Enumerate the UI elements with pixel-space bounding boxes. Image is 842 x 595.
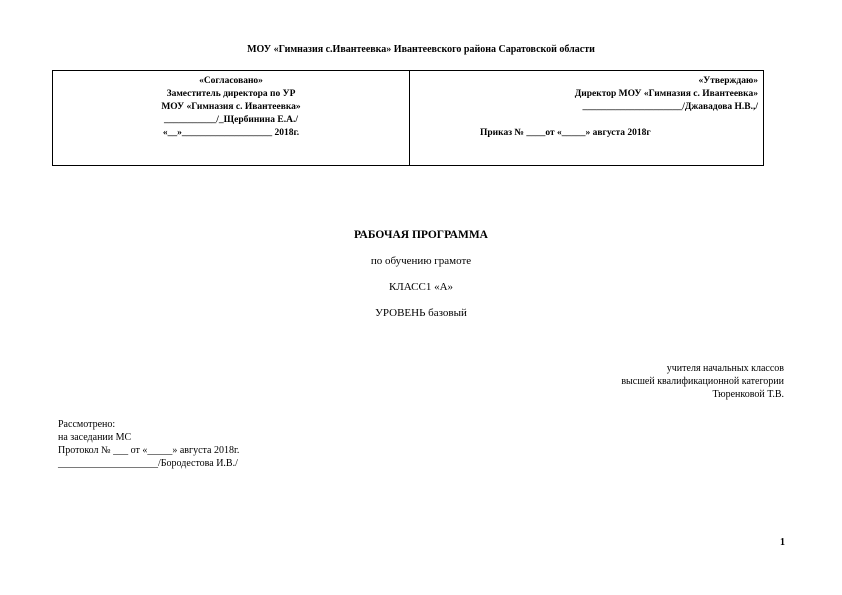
program-subject: по обучению грамоте <box>370 255 472 267</box>
agreed-heading: «Согласовано» <box>199 76 263 86</box>
reviewed-protocol: Протокол № ___ от «_____» августа 2018г. <box>58 445 240 456</box>
agreed-date: «__»___________________ 2018г. <box>162 128 300 138</box>
program-title: РАБОЧАЯ ПРОГРАММА <box>353 229 488 241</box>
program-level: УРОВЕНЬ базовый <box>375 307 467 319</box>
teacher-name: Тюренковой Т.В. <box>712 389 784 400</box>
program-class: КЛАСС1 «А» <box>388 281 454 293</box>
page-number: 1 <box>780 537 785 548</box>
reviewed-meeting: на заседании МС <box>58 432 132 443</box>
approved-order: Приказ № ____от «_____» августа 2018г <box>480 128 651 138</box>
school-header: МОУ «Гимназия с.Ивантеевка» Ивантеевского района Саратовской области <box>247 44 595 55</box>
approved-signature: _____________________/Джавадова Н.В.,/ <box>582 102 758 112</box>
reviewed-signature: ____________________/Бородестова И.В./ <box>58 458 238 469</box>
agreed-position: Заместитель директора по УР <box>166 89 296 99</box>
agreed-signature: ___________/_Щербинина Е.А./ <box>164 115 298 125</box>
agreed-block <box>53 75 409 140</box>
reviewed-heading: Рассмотрено: <box>58 419 116 430</box>
approved-block <box>410 75 762 140</box>
teacher-category: высшей квалификационной категории <box>621 376 784 387</box>
approval-table <box>52 70 764 166</box>
program-title-block <box>0 228 842 320</box>
approved-position: Директор МОУ «Гимназия с. Ивантеевка» <box>574 89 758 99</box>
reviewed-block <box>58 418 239 470</box>
teacher-block <box>621 362 784 401</box>
approved-heading: «Утверждаю» <box>698 76 758 86</box>
agreed-organization: МОУ «Гимназия с. Ивантеевка» <box>161 102 301 112</box>
teacher-role: учителя начальных классов <box>666 363 784 374</box>
